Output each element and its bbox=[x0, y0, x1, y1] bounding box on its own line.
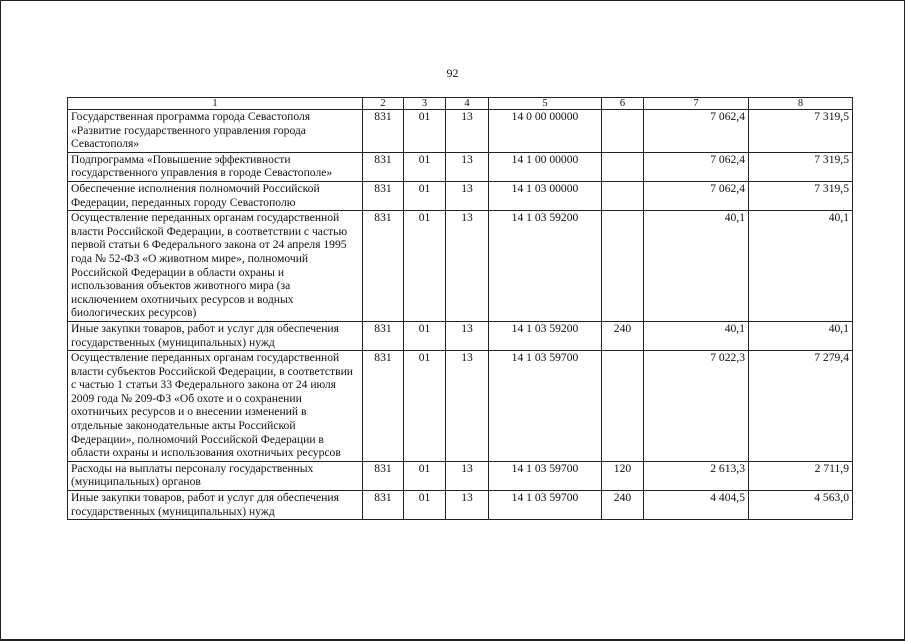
header-cell-3: 3 bbox=[404, 98, 446, 110]
row-ministry-code: 831 bbox=[363, 321, 404, 350]
row-section-code: 01 bbox=[404, 211, 446, 322]
row-amount-col7: 4 404,5 bbox=[644, 491, 749, 520]
row-target-article: 14 1 03 59700 bbox=[489, 491, 602, 520]
row-subsection-code: 13 bbox=[446, 461, 489, 490]
row-section-code: 01 bbox=[404, 491, 446, 520]
row-amount-col7: 40,1 bbox=[644, 211, 749, 322]
row-section-code: 01 bbox=[404, 461, 446, 490]
row-subsection-code: 13 bbox=[446, 211, 489, 322]
row-target-article: 14 1 03 59200 bbox=[489, 211, 602, 322]
row-target-article: 14 1 03 59200 bbox=[489, 321, 602, 350]
row-expense-type bbox=[602, 181, 644, 210]
row-amount-col8: 40,1 bbox=[749, 321, 853, 350]
row-subsection-code: 13 bbox=[446, 491, 489, 520]
row-expense-type: 240 bbox=[602, 321, 644, 350]
row-ministry-code: 831 bbox=[363, 491, 404, 520]
header-cell-6: 6 bbox=[602, 98, 644, 110]
row-amount-col7: 7 022,3 bbox=[644, 351, 749, 462]
row-amount-col8: 7 319,5 bbox=[749, 152, 853, 181]
header-row bbox=[68, 98, 853, 110]
row-subsection-code: 13 bbox=[446, 321, 489, 350]
row-section-code: 01 bbox=[404, 351, 446, 462]
row-amount-col8: 7 319,5 bbox=[749, 110, 853, 153]
row-amount-col7: 7 062,4 bbox=[644, 181, 749, 210]
row-section-code: 01 bbox=[404, 181, 446, 210]
row-expense-type bbox=[602, 211, 644, 322]
row-name: Иные закупки товаров, работ и услуг для обеспечения государственных (муниципальных) нужд bbox=[68, 321, 363, 350]
row-expense-type bbox=[602, 152, 644, 181]
row-name: Государственная программа города Севастополя «Развитие государственного управления города Севастополя» bbox=[68, 110, 363, 153]
header-cell-1: 1 bbox=[68, 98, 363, 110]
row-ministry-code: 831 bbox=[363, 152, 404, 181]
header-cell-8: 8 bbox=[749, 98, 853, 110]
row-ministry-code: 831 bbox=[363, 351, 404, 462]
page-number: 92 bbox=[446, 66, 459, 80]
table-row bbox=[68, 181, 853, 210]
row-target-article: 14 1 00 00000 bbox=[489, 152, 602, 181]
row-target-article: 14 1 03 59700 bbox=[489, 461, 602, 490]
row-section-code: 01 bbox=[404, 110, 446, 153]
row-ministry-code: 831 bbox=[363, 461, 404, 490]
row-target-article: 14 1 03 00000 bbox=[489, 181, 602, 210]
row-subsection-code: 13 bbox=[446, 181, 489, 210]
row-amount-col7: 2 613,3 bbox=[644, 461, 749, 490]
table-row bbox=[68, 152, 853, 181]
table-row bbox=[68, 461, 853, 490]
table-row bbox=[68, 321, 853, 350]
table-row bbox=[68, 351, 853, 462]
row-expense-type bbox=[602, 110, 644, 153]
header-cell-7: 7 bbox=[644, 98, 749, 110]
row-ministry-code: 831 bbox=[363, 110, 404, 153]
row-amount-col7: 7 062,4 bbox=[644, 110, 749, 153]
row-amount-col7: 40,1 bbox=[644, 321, 749, 350]
row-amount-col8: 40,1 bbox=[749, 211, 853, 322]
row-subsection-code: 13 bbox=[446, 110, 489, 153]
row-expense-type bbox=[602, 351, 644, 462]
row-section-code: 01 bbox=[404, 321, 446, 350]
header-cell-2: 2 bbox=[363, 98, 404, 110]
row-amount-col8: 7 319,5 bbox=[749, 181, 853, 210]
row-amount-col7: 7 062,4 bbox=[644, 152, 749, 181]
row-ministry-code: 831 bbox=[363, 211, 404, 322]
table-row bbox=[68, 110, 853, 153]
header-cell-5: 5 bbox=[489, 98, 602, 110]
row-name: Осуществление переданных органам государственной власти Российской Федерации, в соответствии с частью первой статьи 6 Федерального закона от 24 апреля 1995 года № 52-ФЗ «О животном мире», полномочий Российской Федерации в области охраны и использования объектов животного мира (за исключением охотничьих ресурсов и водных биологических ресурсов) bbox=[68, 211, 363, 322]
budget-table bbox=[67, 97, 853, 520]
row-ministry-code: 831 bbox=[363, 181, 404, 210]
row-subsection-code: 13 bbox=[446, 152, 489, 181]
row-target-article: 14 1 03 59700 bbox=[489, 351, 602, 462]
row-amount-col8: 2 711,9 bbox=[749, 461, 853, 490]
row-name: Осуществление переданных органам государственной власти субъектов Российской Федерации, в соответствии с частью 1 статьи 33 Федерального закона от 24 июля 2009 года № 209-ФЗ «Об охоте и о сохранении охотничьих ресурсов и о внесении изменений в отдельные законодательные акты Российской Федерации», полномочий Российской Федерации в области охраны и использования охотничьих ресурсов bbox=[68, 351, 363, 462]
row-section-code: 01 bbox=[404, 152, 446, 181]
row-expense-type: 120 bbox=[602, 461, 644, 490]
row-subsection-code: 13 bbox=[446, 351, 489, 462]
row-name: Иные закупки товаров, работ и услуг для обеспечения государственных (муниципальных) нужд bbox=[68, 491, 363, 520]
table-row bbox=[68, 211, 853, 322]
header-cell-4: 4 bbox=[446, 98, 489, 110]
row-expense-type: 240 bbox=[602, 491, 644, 520]
row-name: Обеспечение исполнения полномочий Российской Федерации, переданных городу Севастополю bbox=[68, 181, 363, 210]
row-name: Подпрограмма «Повышение эффективности государственного управления в городе Севастополе» bbox=[68, 152, 363, 181]
table-row bbox=[68, 491, 853, 520]
row-target-article: 14 0 00 00000 bbox=[489, 110, 602, 153]
row-amount-col8: 4 563,0 bbox=[749, 491, 853, 520]
row-amount-col8: 7 279,4 bbox=[749, 351, 853, 462]
row-name: Расходы на выплаты персоналу государственных (муниципальных) органов bbox=[68, 461, 363, 490]
